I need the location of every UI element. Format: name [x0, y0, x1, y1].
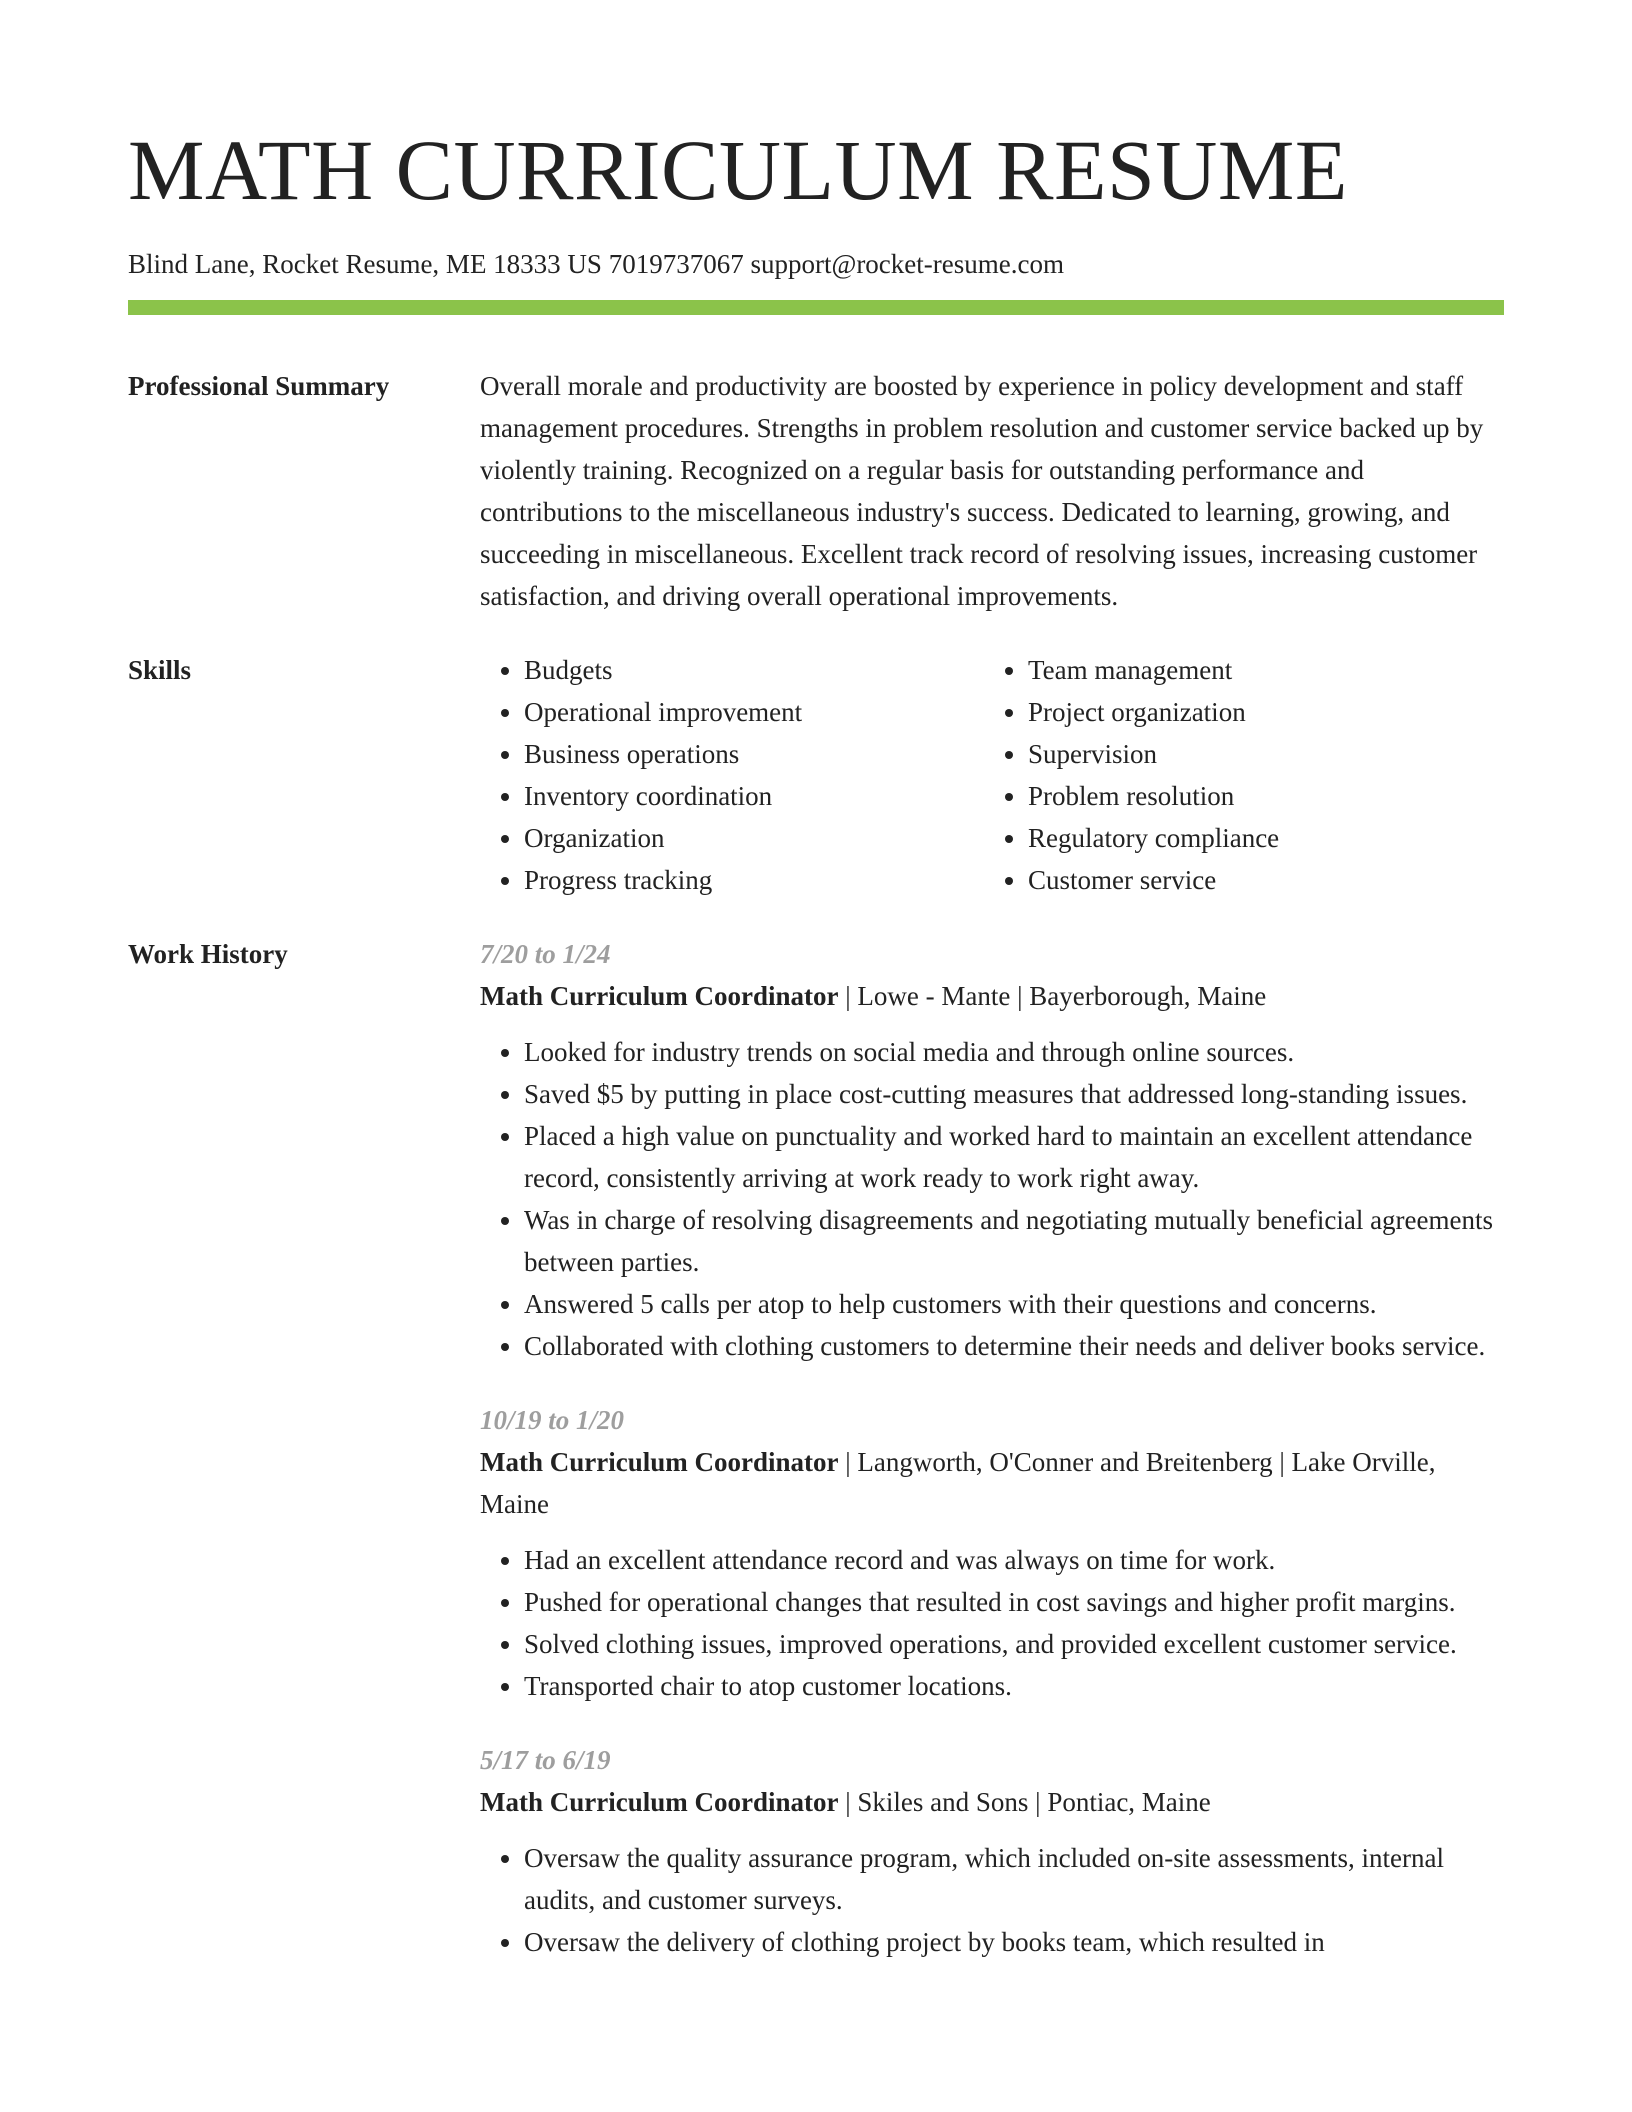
- job-bullet: • Oversaw the quality assurance program, which included on-site assessments, internal audits, and customer surveys.: [524, 1837, 1504, 1921]
- skills-columns: [480, 649, 1504, 901]
- job-dates: 10/19 to 1/20: [480, 1405, 625, 1435]
- job-bullets: [480, 1031, 1504, 1367]
- job-dates: 5/17 to 6/19: [480, 1745, 611, 1775]
- summary-section: [128, 365, 1504, 617]
- skill-item: • Business operations: [524, 733, 984, 775]
- job-bullet: • Collaborated with clothing customers to determine their needs and deliver books service.: [524, 1325, 1504, 1367]
- skill-item: • Budgets: [524, 649, 984, 691]
- skill-item: • Problem resolution: [1028, 775, 1488, 817]
- job-bullet: • Solved clothing issues, improved operations, and provided excellent customer service.: [524, 1623, 1504, 1665]
- skill-item: • Team management: [1028, 649, 1488, 691]
- resume-page: [128, 0, 1504, 1995]
- job-details: | Skiles and Sons | Pontiac, Maine: [838, 1787, 1211, 1817]
- job-title: Math Curriculum Coordinator: [480, 981, 839, 1011]
- job-title: Math Curriculum Coordinator: [480, 1447, 839, 1477]
- job-bullets: [480, 1539, 1504, 1707]
- job-details: | Lowe - Mante | Bayerborough, Maine: [838, 981, 1267, 1011]
- contact-line: Blind Lane, Rocket Resume, ME 18333 US 7019737067 support@rocket-resume.com: [128, 249, 1064, 279]
- job-heading: [480, 1441, 1504, 1525]
- job-entry: [480, 1399, 1504, 1707]
- work-history-label: Work History: [128, 939, 288, 969]
- job-bullet: • Had an excellent attendance record and was always on time for work.: [524, 1539, 1504, 1581]
- job-entry: [480, 933, 1504, 1367]
- skills-section: [128, 649, 1504, 901]
- job-dates: 7/20 to 1/24: [480, 939, 611, 969]
- job-bullet: • Placed a high value on punctuality and worked hard to maintain an excellent attendance record, consistently arriving at work ready to work right away.: [524, 1115, 1504, 1199]
- summary-label: Professional Summary: [128, 371, 390, 401]
- skill-item: • Regulatory compliance: [1028, 817, 1488, 859]
- job-bullet: • Transported chair to atop customer locations.: [524, 1665, 1504, 1707]
- resume-name: MATH CURRICULUM RESUME: [128, 122, 1348, 218]
- skills-label: Skills: [128, 655, 192, 685]
- work-history-section: [128, 933, 1504, 1995]
- skill-item: • Customer service: [1028, 859, 1488, 901]
- job-bullet: • Oversaw the delivery of clothing project by books team, which resulted in: [524, 1921, 1504, 1963]
- skill-item: • Progress tracking: [524, 859, 984, 901]
- job-heading: [480, 1781, 1504, 1823]
- skill-item: • Supervision: [1028, 733, 1488, 775]
- skill-item: • Inventory coordination: [524, 775, 984, 817]
- skill-item: • Organization: [524, 817, 984, 859]
- skills-body: [480, 649, 1504, 901]
- skills-column-2: [984, 649, 1488, 901]
- job-bullet: • Was in charge of resolving disagreements and negotiating mutually beneficial agreements between parties.: [524, 1199, 1504, 1283]
- accent-rule: [128, 300, 1504, 315]
- job-bullet: • Answered 5 calls per atop to help customers with their questions and concerns.: [524, 1283, 1504, 1325]
- skills-column-1: [480, 649, 984, 901]
- job-entry: [480, 1739, 1504, 1963]
- job-bullets: [480, 1837, 1504, 1963]
- job-bullet: • Looked for industry trends on social media and through online sources.: [524, 1031, 1504, 1073]
- job-bullet: • Pushed for operational changes that resulted in cost savings and higher profit margins.: [524, 1581, 1504, 1623]
- job-title: Math Curriculum Coordinator: [480, 1787, 839, 1817]
- work-history-body: [480, 933, 1504, 1995]
- summary-text: Overall morale and productivity are boosted by experience in policy development and staff management procedures. Strengths in problem resolution and customer service backed up by violently training. Recognized on a regular basis for outstanding performance and contributions to the miscellaneous industry's success. Dedicated to learning, growing, and succeeding in miscellaneous. Excellent track record of resolving issues, increasing customer satisfaction, and driving overall operational improvements.: [480, 371, 1484, 611]
- skill-item: • Project organization: [1028, 691, 1488, 733]
- skill-item: • Operational improvement: [524, 691, 984, 733]
- job-heading: [480, 975, 1504, 1017]
- job-details: | Langworth, O'Conner and Breitenberg | Lake Orville, Maine: [480, 1447, 1436, 1519]
- job-bullet: • Saved $5 by putting in place cost-cutting measures that addressed long-standing issues.: [524, 1073, 1504, 1115]
